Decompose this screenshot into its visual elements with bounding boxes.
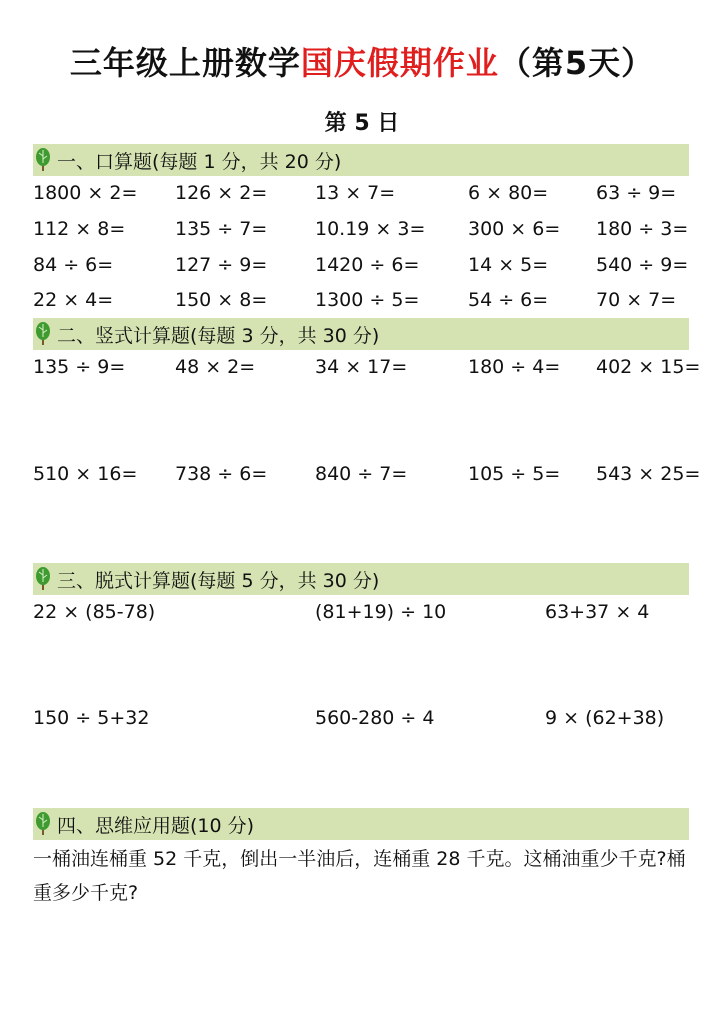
tree-icon — [33, 812, 53, 836]
calc-item: 180 ÷ 3= — [596, 218, 689, 240]
calc-item: (81+19) ÷ 10 — [315, 601, 447, 623]
section-title: 二、竖式计算题(每题 3 分，共 30 分) — [57, 324, 380, 347]
calc-item: 300 × 6= — [468, 218, 561, 240]
calc-item: 180 ÷ 4= — [468, 356, 561, 378]
calc-item: 1300 ÷ 5= — [315, 289, 420, 311]
calc-item: 6 × 80= — [468, 182, 549, 204]
tree-icon — [33, 322, 53, 346]
calc-item: 840 ÷ 7= — [315, 463, 408, 485]
table-row — [0, 250, 724, 280]
calc-item: 127 ÷ 9= — [175, 254, 268, 276]
calc-item: 1420 ÷ 6= — [315, 254, 420, 276]
calc-item: 560-280 ÷ 4 — [315, 707, 435, 729]
title-suffix: （第5天） — [498, 44, 655, 82]
calc-item: 510 × 16= — [33, 463, 138, 485]
calc-item: 70 × 7= — [596, 289, 677, 311]
calc-item: 112 × 8= — [33, 218, 126, 240]
word-problem: 一桶油连桶重 52 千克，倒出一半油后，连桶重 28 千克。这桶油重少千克?桶重多少千克? — [33, 848, 686, 904]
table-row — [0, 597, 724, 627]
calc-item: 738 ÷ 6= — [175, 463, 268, 485]
calc-item: 48 × 2= — [175, 356, 256, 378]
table-row — [0, 214, 724, 244]
day-subtitle: 第 5 日 — [324, 111, 400, 136]
table-row — [0, 352, 724, 382]
title-prefix: 三年级上册数学 — [69, 44, 301, 82]
section-header-oral — [33, 144, 689, 176]
table-row — [0, 285, 724, 315]
calc-item: 34 × 17= — [315, 356, 408, 378]
calc-item: 84 ÷ 6= — [33, 254, 114, 276]
table-row — [0, 459, 724, 489]
page-title — [0, 38, 724, 84]
calc-item: 9 × (62+38) — [545, 707, 665, 729]
calc-item: 63 ÷ 9= — [596, 182, 677, 204]
calc-item: 402 × 15= — [596, 356, 701, 378]
section-header-vertical — [33, 318, 689, 350]
calc-item: 22 × (85-78) — [33, 601, 156, 623]
calc-item: 150 ÷ 5+32 — [33, 707, 150, 729]
calc-item: 10.19 × 3= — [315, 218, 426, 240]
calc-item: 540 ÷ 9= — [596, 254, 689, 276]
calc-item: 22 × 4= — [33, 289, 114, 311]
calc-item: 13 × 7= — [315, 182, 396, 204]
table-row — [0, 703, 724, 733]
calc-item: 105 ÷ 5= — [468, 463, 561, 485]
tree-icon — [33, 567, 53, 591]
calc-item: 126 × 2= — [175, 182, 268, 204]
table-row — [0, 178, 724, 208]
calc-item: 14 × 5= — [468, 254, 549, 276]
calc-item: 54 ÷ 6= — [468, 289, 549, 311]
section-header-stepwise — [33, 563, 689, 595]
section-header-application — [33, 808, 689, 840]
calc-item: 135 ÷ 9= — [33, 356, 126, 378]
tree-icon — [33, 148, 53, 172]
calc-item: 150 × 8= — [175, 289, 268, 311]
calc-item: 135 ÷ 7= — [175, 218, 268, 240]
section-title: 一、口算题(每题 1 分，共 20 分) — [57, 150, 342, 173]
section-title: 四、思维应用题(10 分) — [57, 814, 255, 837]
calc-item: 543 × 25= — [596, 463, 701, 485]
calc-item: 63+37 × 4 — [545, 601, 650, 623]
title-highlight: 国庆假期作业 — [300, 44, 499, 82]
section-title: 三、脱式计算题(每题 5 分，共 30 分) — [57, 569, 380, 592]
calc-item: 1800 × 2= — [33, 182, 138, 204]
